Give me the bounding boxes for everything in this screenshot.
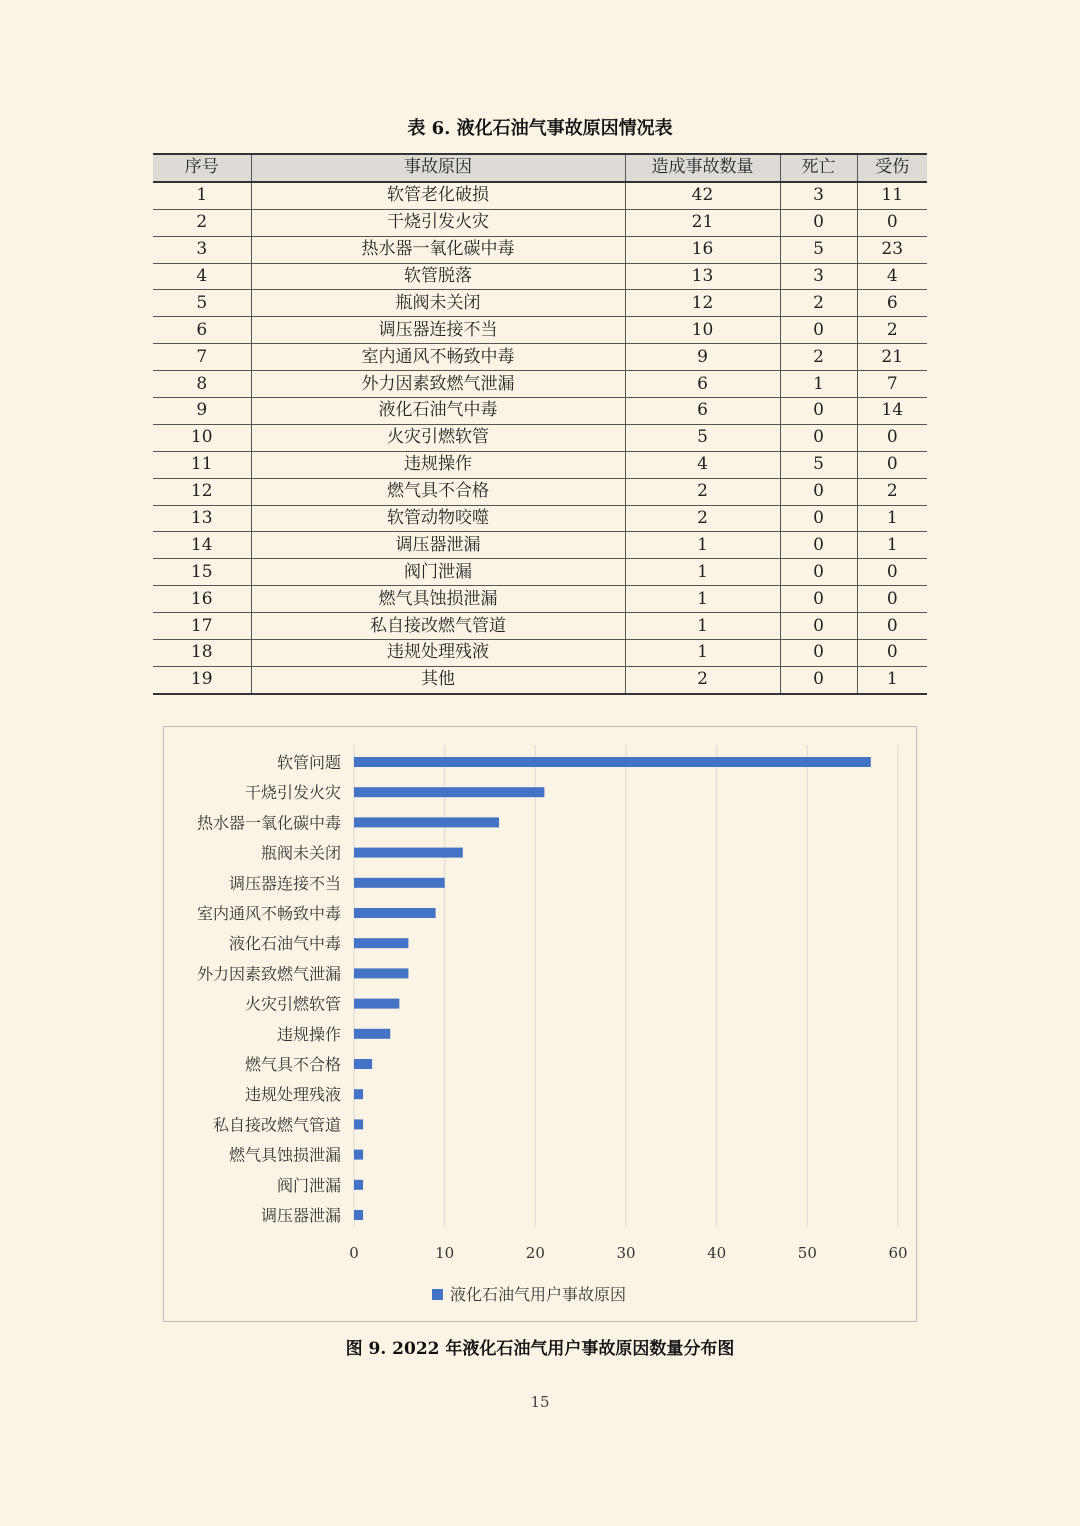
cell-index: 9	[153, 398, 251, 425]
cell-count: 6	[625, 398, 780, 425]
cell-injuries: 1	[857, 505, 927, 532]
cell-index: 16	[153, 586, 251, 613]
x-tick-label: 60	[888, 1244, 908, 1262]
table-row	[153, 398, 927, 425]
cell-index: 15	[153, 559, 251, 586]
cell-injuries: 0	[857, 613, 927, 640]
cell-index: 13	[153, 505, 251, 532]
cell-count: 1	[625, 559, 780, 586]
bar	[354, 1180, 363, 1190]
bar	[354, 1029, 390, 1039]
cell-deaths: 3	[780, 263, 857, 290]
category-label: 软管问题	[276, 753, 341, 772]
cell-deaths: 1	[780, 371, 857, 398]
cell-deaths: 0	[780, 666, 857, 693]
category-label: 违规处理残液	[244, 1085, 341, 1105]
cell-deaths: 0	[780, 586, 857, 613]
cell-index: 3	[153, 236, 251, 263]
cell-deaths: 0	[780, 424, 857, 451]
category-label: 违规操作	[276, 1024, 341, 1044]
cell-count: 5	[625, 424, 780, 451]
table-row	[153, 586, 927, 613]
category-label: 干烧引发火灾	[244, 783, 341, 803]
category-label: 火灾引燃软管	[244, 994, 341, 1014]
x-tick-label: 0	[349, 1244, 359, 1262]
cell-cause: 外力因素致燃气泄漏	[251, 371, 625, 398]
category-label: 燃气具不合格	[244, 1055, 341, 1074]
cell-cause: 私自接改燃气管道	[251, 613, 625, 640]
cell-injuries: 0	[857, 640, 927, 667]
cell-count: 10	[625, 317, 780, 344]
cell-cause: 软管脱落	[251, 263, 625, 290]
cell-count: 12	[625, 290, 780, 317]
cell-injuries: 1	[857, 666, 927, 693]
category-label: 燃气具蚀损泄漏	[228, 1145, 341, 1165]
category-label: 阀门泄漏	[276, 1175, 341, 1195]
cell-cause: 调压器连接不当	[251, 317, 625, 344]
table-row	[153, 182, 927, 209]
category-label: 调压器泄漏	[260, 1206, 341, 1225]
category-label: 私自接改燃气管道	[212, 1115, 341, 1135]
table-header-row	[153, 154, 927, 182]
x-tick-label: 40	[707, 1244, 727, 1262]
cell-index: 5	[153, 290, 251, 317]
cell-injuries: 11	[857, 182, 927, 209]
cell-count: 16	[625, 236, 780, 263]
cell-index: 7	[153, 344, 251, 371]
cell-count: 4	[625, 451, 780, 478]
cell-index: 2	[153, 209, 251, 236]
cell-index: 4	[153, 263, 251, 290]
cell-cause: 瓶阀未关闭	[251, 290, 625, 317]
bar	[354, 757, 871, 767]
cell-deaths: 0	[780, 317, 857, 344]
cell-injuries: 4	[857, 263, 927, 290]
cell-injuries: 0	[857, 586, 927, 613]
cell-index: 10	[153, 424, 251, 451]
header-injuries: 受伤	[857, 154, 927, 182]
cell-injuries: 7	[857, 371, 927, 398]
cell-count: 9	[625, 344, 780, 371]
cell-deaths: 0	[780, 559, 857, 586]
cell-injuries: 21	[857, 344, 927, 371]
cell-injuries: 0	[857, 451, 927, 478]
cell-deaths: 0	[780, 532, 857, 559]
cell-cause: 燃气具不合格	[251, 478, 625, 505]
accident-cause-table	[153, 153, 927, 695]
cell-cause: 干烧引发火灾	[251, 209, 625, 236]
cell-count: 2	[625, 666, 780, 693]
cell-deaths: 0	[780, 478, 857, 505]
cell-cause: 软管老化破损	[251, 182, 625, 209]
cell-count: 6	[625, 371, 780, 398]
category-label: 液化石油气中毒	[228, 934, 341, 954]
x-tick-label: 30	[616, 1244, 636, 1262]
bar	[354, 1210, 363, 1220]
x-tick-label: 50	[797, 1244, 817, 1262]
table-row	[153, 290, 927, 317]
x-tick-label: 20	[525, 1244, 545, 1262]
cell-injuries: 0	[857, 424, 927, 451]
header-index: 序号	[153, 154, 251, 182]
cell-injuries: 14	[857, 398, 927, 425]
bar	[354, 878, 445, 888]
cell-cause: 调压器泄漏	[251, 532, 625, 559]
cell-deaths: 0	[780, 209, 857, 236]
category-label: 热水器一氧化碳中毒	[196, 813, 341, 833]
cell-cause: 火灾引燃软管	[251, 424, 625, 451]
cell-cause: 违规操作	[251, 451, 625, 478]
cell-index: 8	[153, 371, 251, 398]
cell-cause: 软管动物咬噬	[251, 505, 625, 532]
cell-index: 19	[153, 666, 251, 693]
bar	[354, 817, 499, 827]
bar	[354, 787, 544, 797]
bar	[354, 999, 399, 1009]
table-row	[153, 236, 927, 263]
bar	[354, 1150, 363, 1160]
cell-count: 1	[625, 532, 780, 559]
cell-deaths: 3	[780, 182, 857, 209]
table-title: 表 6. 液化石油气事故原因情况表	[407, 118, 673, 139]
cell-cause: 热水器一氧化碳中毒	[251, 236, 625, 263]
cell-index: 11	[153, 451, 251, 478]
cell-deaths: 5	[780, 451, 857, 478]
cell-count: 1	[625, 640, 780, 667]
cell-injuries: 2	[857, 478, 927, 505]
table-row	[153, 559, 927, 586]
cell-injuries: 0	[857, 209, 927, 236]
bar	[354, 1119, 363, 1129]
chart-frame	[163, 726, 917, 1322]
cell-index: 14	[153, 532, 251, 559]
table-row	[153, 666, 927, 693]
category-label: 瓶阀未关闭	[260, 843, 341, 863]
cell-count: 42	[625, 182, 780, 209]
cell-deaths: 0	[780, 613, 857, 640]
cell-deaths: 0	[780, 398, 857, 425]
cell-index: 6	[153, 317, 251, 344]
bar	[354, 848, 463, 858]
cell-injuries: 0	[857, 559, 927, 586]
cell-injuries: 23	[857, 236, 927, 263]
category-label: 调压器连接不当	[228, 873, 341, 893]
bar	[354, 908, 436, 918]
cell-count: 13	[625, 263, 780, 290]
bar	[354, 1059, 372, 1069]
cell-cause: 违规处理残液	[251, 640, 625, 667]
table-row	[153, 451, 927, 478]
cell-cause: 室内通风不畅致中毒	[251, 344, 625, 371]
cell-count: 2	[625, 505, 780, 532]
table-body	[153, 182, 927, 694]
table-row	[153, 613, 927, 640]
figure-caption: 图 9. 2022 年液化石油气用户事故原因数量分布图	[345, 1339, 735, 1359]
cell-count: 21	[625, 209, 780, 236]
cell-deaths: 0	[780, 505, 857, 532]
bar	[354, 968, 408, 978]
cell-cause: 阀门泄漏	[251, 559, 625, 586]
cell-index: 18	[153, 640, 251, 667]
category-label: 外力因素致燃气泄漏	[196, 964, 341, 984]
cell-deaths: 2	[780, 290, 857, 317]
table-row	[153, 505, 927, 532]
table-row	[153, 478, 927, 505]
x-tick-label: 10	[435, 1244, 455, 1262]
cell-count: 1	[625, 586, 780, 613]
table-row	[153, 263, 927, 290]
table-row	[153, 532, 927, 559]
cell-index: 12	[153, 478, 251, 505]
legend-swatch	[432, 1289, 443, 1300]
header-cause: 事故原因	[251, 154, 625, 182]
cell-cause: 燃气具蚀损泄漏	[251, 586, 625, 613]
table-row	[153, 371, 927, 398]
header-count: 造成事故数量	[625, 154, 780, 182]
table-row	[153, 344, 927, 371]
page-number: 15	[530, 1393, 550, 1411]
cell-injuries: 6	[857, 290, 927, 317]
cell-injuries: 1	[857, 532, 927, 559]
cell-deaths: 5	[780, 236, 857, 263]
category-label: 室内通风不畅致中毒	[196, 904, 341, 923]
cell-index: 17	[153, 613, 251, 640]
table-row	[153, 209, 927, 236]
cell-deaths: 0	[780, 640, 857, 667]
cell-cause: 液化石油气中毒	[251, 398, 625, 425]
table-row	[153, 317, 927, 344]
header-deaths: 死亡	[780, 154, 857, 182]
cell-injuries: 2	[857, 317, 927, 344]
cell-index: 1	[153, 182, 251, 209]
table-row	[153, 424, 927, 451]
bar-chart	[164, 727, 916, 1321]
cell-count: 1	[625, 613, 780, 640]
bar	[354, 1089, 363, 1099]
legend-label: 液化石油气用户事故原因	[450, 1285, 627, 1304]
table-row	[153, 640, 927, 667]
cell-cause: 其他	[251, 666, 625, 693]
cell-count: 2	[625, 478, 780, 505]
bar	[354, 938, 408, 948]
cell-deaths: 2	[780, 344, 857, 371]
